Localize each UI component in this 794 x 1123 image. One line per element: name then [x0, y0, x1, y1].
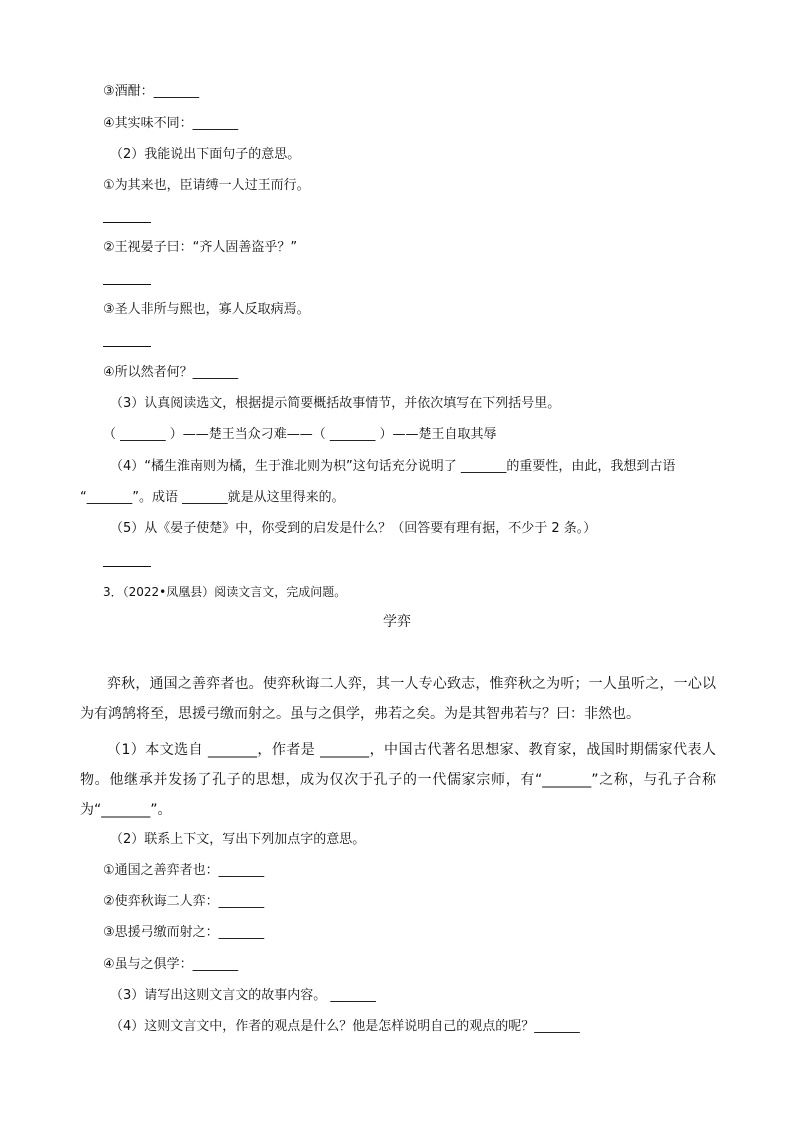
- answer-blank-1[interactable]: [103, 222, 151, 223]
- answer-blank-3[interactable]: [103, 346, 151, 347]
- q3-subquestion-2: （2）联系上下文，写出下列加点字的意思。: [110, 832, 366, 847]
- q2-sentence-1: ①为其来也，臣请缚一人过王而行。: [103, 178, 310, 193]
- q3-subquestion-4: （4）这则文言文中，作者的观点是什么？他是怎样说明自己的观点的呢？_______: [110, 1019, 580, 1034]
- q2-subquestion-4-line1: （4）“橘生淮南则为橘，生于淮北则为枳”这句话充分说明了 _______的重要性，由此，我想到古语: [110, 459, 676, 474]
- q2-item-jiuhan: ③酒酣：_______: [103, 84, 200, 99]
- passage-title: 学弈: [383, 614, 411, 630]
- q2-item-weibutong: ④其实味不同：_______: [103, 116, 239, 131]
- q2-subquestion-2: （2）我能说出下面句子的意思。: [110, 147, 301, 162]
- q3-word-4: ④虽与之俱学：_______: [103, 957, 239, 972]
- q3-subquestion-3: （3）请写出这则文言文的故事内容。 _______: [110, 988, 376, 1003]
- q3-word-1: ①通国之善弈者也：_______: [103, 863, 265, 878]
- q3-header: 3．（2022•凤凰县）阅读文言文，完成问题。: [103, 585, 347, 599]
- q2-sentence-3: ③圣人非所与熙也，寡人反取病焉。: [103, 302, 310, 317]
- q3-word-2: ②使弈秋诲二人弈：_______: [103, 894, 265, 909]
- q2-subquestion-5: （5）从《晏子使楚》中，你受到的启发是什么？（回答要有理有据，不少于 2 条。）: [110, 521, 597, 536]
- q3-word-3: ③思援弓缴而射之：_______: [103, 925, 265, 940]
- q2-sentence-2: ②王视晏子曰：“齐人固善盗乎？”: [103, 240, 298, 255]
- answer-blank-2[interactable]: [103, 284, 151, 285]
- answer-blank-4[interactable]: [103, 566, 151, 567]
- passage-text: 弈秋，通国之善弈者也。使弈秋诲二人弈，其一人专心致志，惟弈秋之为听；一人虽听之，一心以为有鸿鹄将至，思援弓缴而射之。虽与之俱学，弗若之矣。为是其智弗若与？曰：非然也。: [80, 676, 716, 722]
- q3-subquestion-1: （1）本文选自 _______，作者是 _______，中国古代著名思想家、教育家，战国时期儒家代表人物。他继承并发扬了孔子的思想，成为仅次于孔子的一代儒家宗师，有“_______”之称，与孔子合称为“_______”。: [80, 742, 716, 818]
- q2-subquestion-3: （3）认真阅读选文，根据提示简要概括故事情节，并依次填写在下列括号里。: [110, 396, 561, 411]
- q2-sentence-4: ④所以然者何？_______: [103, 365, 239, 380]
- q2-subquestion-4-line2: “_______”。成语 _______就是从这里得来的。: [80, 490, 345, 505]
- q2-plot-line: （ _______ ）——楚王当众刁难——（ _______ ）——楚王自取其辱: [103, 427, 497, 442]
